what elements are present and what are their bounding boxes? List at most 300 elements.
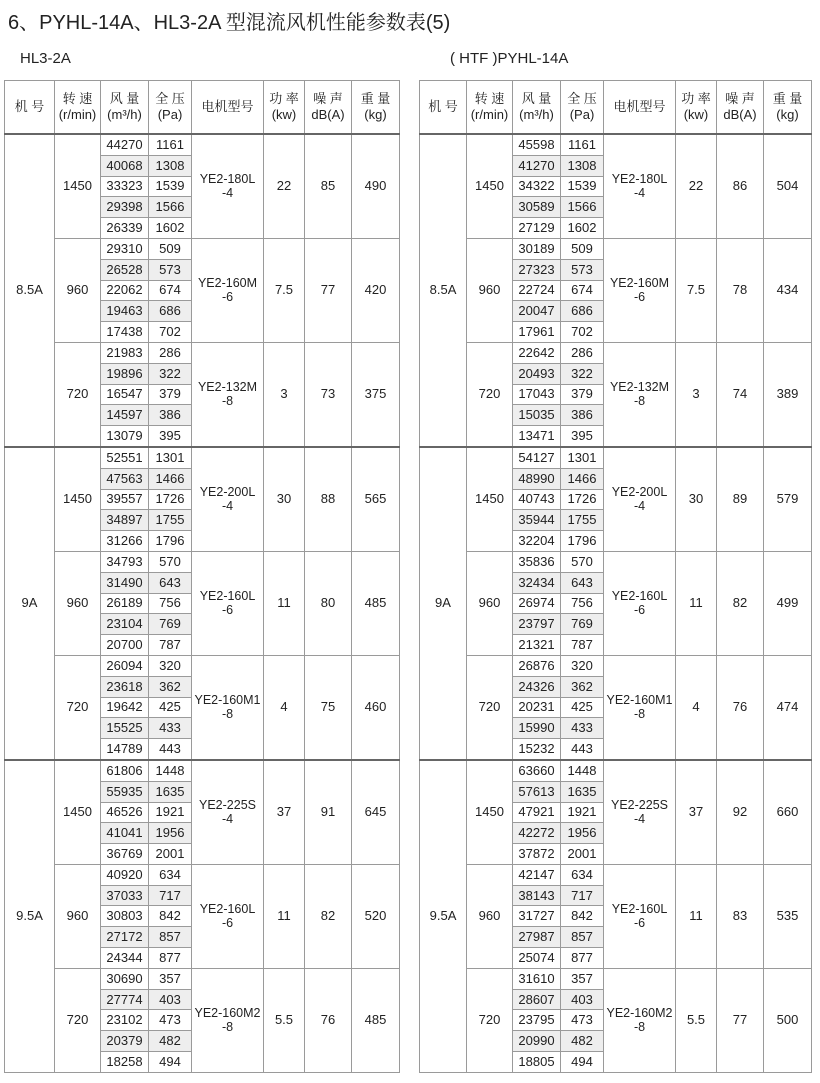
motor-line: YE2-132M: [197, 380, 258, 395]
flow-cell: 21983: [101, 342, 149, 363]
table-header-row: [420, 81, 812, 135]
speed-cell: 720: [467, 342, 513, 446]
header-model: 机 号: [5, 81, 55, 135]
motor-line: YE2-160M2: [606, 1006, 673, 1021]
table-row: [420, 968, 812, 989]
flow-cell: 13079: [101, 426, 149, 447]
flow-cell: 16547: [101, 384, 149, 405]
pressure-cell: 2001: [561, 844, 604, 865]
flow-cell: 24344: [101, 948, 149, 969]
flow-cell: 26094: [101, 655, 149, 676]
weight-cell: 474: [764, 655, 812, 759]
motor-line: -8: [633, 707, 646, 722]
noise-cell: 86: [717, 134, 764, 238]
flow-cell: 30589: [513, 197, 561, 218]
pressure-cell: 1602: [149, 218, 192, 239]
speed-cell: 960: [55, 864, 101, 968]
motor-cell: [604, 238, 676, 342]
motor-cell: [192, 760, 264, 864]
flow-cell: 23797: [513, 614, 561, 635]
flow-cell: 18805: [513, 1052, 561, 1073]
noise-cell: 73: [305, 342, 352, 446]
motor-cell: [604, 655, 676, 759]
noise-cell: 92: [717, 760, 764, 864]
pressure-cell: 357: [149, 968, 192, 989]
noise-cell: 76: [717, 655, 764, 759]
model-cell: 8.5A: [5, 134, 55, 447]
pressure-cell: 425: [149, 697, 192, 718]
flow-cell: 61806: [101, 760, 149, 781]
pressure-cell: 1161: [561, 134, 604, 155]
power-cell: 30: [264, 447, 305, 551]
motor-line: -6: [633, 916, 646, 931]
motor-line: YE2-160M1: [606, 693, 673, 708]
flow-cell: 41270: [513, 155, 561, 176]
header-weight: 重 量 (kg): [764, 81, 812, 135]
table-row: [420, 864, 812, 885]
weight-cell: 434: [764, 238, 812, 342]
motor-cell: [604, 864, 676, 968]
flow-cell: 34897: [101, 510, 149, 531]
motor-line: -4: [221, 499, 234, 514]
speed-cell: 960: [467, 551, 513, 655]
noise-cell: 83: [717, 864, 764, 968]
flow-cell: 47563: [101, 468, 149, 489]
flow-cell: 25074: [513, 948, 561, 969]
flow-cell: 15990: [513, 718, 561, 739]
table-row: [5, 342, 400, 363]
speed-cell: 720: [467, 655, 513, 759]
flow-cell: 28607: [513, 989, 561, 1010]
power-cell: 4: [264, 655, 305, 759]
pressure-cell: 686: [149, 301, 192, 322]
pressure-cell: 643: [561, 572, 604, 593]
power-cell: 7.5: [676, 238, 717, 342]
model-cell: 8.5A: [420, 134, 467, 447]
weight-cell: 499: [764, 551, 812, 655]
flow-cell: 13471: [513, 426, 561, 447]
flow-cell: 37033: [101, 885, 149, 906]
motor-line: YE2-225S: [611, 798, 668, 813]
motor-line: YE2-160L: [611, 902, 668, 917]
flow-cell: 45598: [513, 134, 561, 155]
flow-cell: 22724: [513, 280, 561, 301]
noise-cell: 82: [717, 551, 764, 655]
flow-cell: 29310: [101, 238, 149, 259]
motor-cell: [192, 447, 264, 551]
speed-cell: 1450: [55, 447, 101, 551]
speed-cell: 720: [55, 968, 101, 1072]
noise-cell: 80: [305, 551, 352, 655]
flow-cell: 23795: [513, 1010, 561, 1031]
pressure-cell: 362: [149, 676, 192, 697]
header-pressure: 全 压 (Pa): [561, 81, 604, 135]
flow-cell: 15035: [513, 405, 561, 426]
pressure-cell: 1539: [149, 176, 192, 197]
noise-cell: 74: [717, 342, 764, 446]
table-row: [420, 238, 812, 259]
weight-cell: 645: [352, 760, 400, 864]
table-row: [420, 551, 812, 572]
speed-cell: 1450: [467, 447, 513, 551]
pressure-cell: 1635: [561, 781, 604, 802]
pressure-cell: 787: [149, 635, 192, 656]
power-cell: 3: [264, 342, 305, 446]
header-flow: 风 量 (m³/h): [101, 81, 149, 135]
pressure-cell: 570: [561, 551, 604, 572]
pressure-cell: 1466: [561, 468, 604, 489]
pressure-cell: 756: [561, 593, 604, 614]
left-table-body: [5, 134, 400, 1072]
flow-cell: 55935: [101, 781, 149, 802]
table-row: [5, 760, 400, 781]
header-power: 功 率 (kw): [676, 81, 717, 135]
motor-cell: [604, 134, 676, 238]
pressure-cell: 674: [561, 280, 604, 301]
pressure-cell: 1755: [561, 510, 604, 531]
motor-line: YE2-200L: [611, 485, 668, 500]
flow-cell: 46526: [101, 802, 149, 823]
speed-cell: 1450: [467, 760, 513, 864]
flow-cell: 22642: [513, 342, 561, 363]
flow-cell: 44270: [101, 134, 149, 155]
pressure-cell: 1161: [149, 134, 192, 155]
weight-cell: 490: [352, 134, 400, 238]
table-row: [420, 342, 812, 363]
motor-line: -6: [221, 290, 234, 305]
weight-cell: 579: [764, 447, 812, 551]
flow-cell: 32204: [513, 531, 561, 552]
flow-cell: 27172: [101, 927, 149, 948]
table-row: [5, 864, 400, 885]
pressure-cell: 1726: [149, 489, 192, 510]
flow-cell: 31490: [101, 572, 149, 593]
table-row: [5, 655, 400, 676]
flow-cell: 19463: [101, 301, 149, 322]
speed-cell: 720: [467, 968, 513, 1072]
flow-cell: 20700: [101, 635, 149, 656]
table-row: [5, 238, 400, 259]
weight-cell: 660: [764, 760, 812, 864]
pressure-cell: 509: [561, 238, 604, 259]
power-cell: 22: [676, 134, 717, 238]
motor-cell: [192, 551, 264, 655]
pressure-cell: 1755: [149, 510, 192, 531]
pressure-cell: 769: [149, 614, 192, 635]
flow-cell: 38143: [513, 885, 561, 906]
flow-cell: 23104: [101, 614, 149, 635]
power-cell: 11: [676, 551, 717, 655]
speed-cell: 960: [467, 238, 513, 342]
flow-cell: 20231: [513, 697, 561, 718]
pressure-cell: 717: [149, 885, 192, 906]
motor-cell: [192, 864, 264, 968]
noise-cell: 91: [305, 760, 352, 864]
pressure-cell: 717: [561, 885, 604, 906]
table-header-row: [5, 81, 400, 135]
speed-cell: 960: [55, 238, 101, 342]
weight-cell: 565: [352, 447, 400, 551]
header-motor: 电机型号: [192, 81, 264, 135]
header-speed: 转 速 (r/min): [55, 81, 101, 135]
pressure-cell: 877: [149, 948, 192, 969]
table-row: [5, 968, 400, 989]
noise-cell: 77: [305, 238, 352, 342]
weight-cell: 485: [352, 551, 400, 655]
header-noise: 噪 声 dB(A): [717, 81, 764, 135]
flow-cell: 26528: [101, 259, 149, 280]
flow-cell: 15525: [101, 718, 149, 739]
pressure-cell: 1726: [561, 489, 604, 510]
motor-line: YE2-200L: [199, 485, 256, 500]
pressure-cell: 702: [149, 322, 192, 343]
pressure-cell: 570: [149, 551, 192, 572]
flow-cell: 20493: [513, 363, 561, 384]
noise-cell: 76: [305, 968, 352, 1072]
power-cell: 4: [676, 655, 717, 759]
power-cell: 3: [676, 342, 717, 446]
pressure-cell: 634: [561, 864, 604, 885]
table-row: [5, 551, 400, 572]
motor-line: YE2-180L: [611, 172, 668, 187]
motor-line: -4: [633, 812, 646, 827]
flow-cell: 15232: [513, 739, 561, 760]
power-cell: 11: [676, 864, 717, 968]
flow-cell: 21321: [513, 635, 561, 656]
noise-cell: 75: [305, 655, 352, 759]
motor-line: YE2-132M: [609, 380, 670, 395]
motor-line: YE2-160M1: [194, 693, 261, 708]
power-cell: 11: [264, 551, 305, 655]
pressure-cell: 756: [149, 593, 192, 614]
flow-cell: 47921: [513, 802, 561, 823]
power-cell: 11: [264, 864, 305, 968]
model-cell: 9.5A: [420, 760, 467, 1072]
pressure-cell: 1308: [149, 155, 192, 176]
motor-line: YE2-180L: [199, 172, 256, 187]
pressure-cell: 1796: [561, 531, 604, 552]
motor-cell: [192, 968, 264, 1072]
flow-cell: 39557: [101, 489, 149, 510]
weight-cell: 389: [764, 342, 812, 446]
header-weight: 重 量 (kg): [352, 81, 400, 135]
pressure-cell: 494: [149, 1052, 192, 1073]
flow-cell: 27129: [513, 218, 561, 239]
pressure-cell: 362: [561, 676, 604, 697]
pressure-cell: 379: [149, 384, 192, 405]
pressure-cell: 1635: [149, 781, 192, 802]
motor-cell: [192, 655, 264, 759]
header-motor: 电机型号: [604, 81, 676, 135]
flow-cell: 40743: [513, 489, 561, 510]
right-table-body: [420, 134, 812, 1072]
speed-cell: 960: [467, 864, 513, 968]
pressure-cell: 686: [561, 301, 604, 322]
flow-cell: 41041: [101, 823, 149, 844]
pressure-cell: 1956: [561, 823, 604, 844]
pressure-cell: 403: [149, 989, 192, 1010]
pressure-cell: 320: [561, 655, 604, 676]
weight-cell: 485: [352, 968, 400, 1072]
table-row: [420, 134, 812, 155]
flow-cell: 34793: [101, 551, 149, 572]
power-cell: 37: [264, 760, 305, 864]
motor-line: YE2-160M2: [194, 1006, 261, 1021]
pressure-cell: 322: [561, 363, 604, 384]
motor-line: -4: [221, 812, 234, 827]
motor-line: -8: [221, 707, 234, 722]
noise-cell: 78: [717, 238, 764, 342]
weight-cell: 500: [764, 968, 812, 1072]
flow-cell: 26189: [101, 593, 149, 614]
motor-cell: [192, 134, 264, 238]
motor-line: -4: [221, 186, 234, 201]
flow-cell: 40920: [101, 864, 149, 885]
motor-line: YE2-225S: [199, 798, 256, 813]
pressure-cell: 1301: [149, 447, 192, 468]
pressure-cell: 1566: [561, 197, 604, 218]
flow-cell: 26974: [513, 593, 561, 614]
flow-cell: 35836: [513, 551, 561, 572]
pressure-cell: 386: [561, 405, 604, 426]
flow-cell: 18258: [101, 1052, 149, 1073]
header-flow: 风 量 (m³/h): [513, 81, 561, 135]
flow-cell: 17438: [101, 322, 149, 343]
flow-cell: 26876: [513, 655, 561, 676]
weight-cell: 504: [764, 134, 812, 238]
pressure-cell: 473: [561, 1010, 604, 1031]
speed-cell: 1450: [467, 134, 513, 238]
pressure-cell: 425: [561, 697, 604, 718]
speed-cell: 720: [55, 342, 101, 446]
flow-cell: 30803: [101, 906, 149, 927]
weight-cell: 420: [352, 238, 400, 342]
pressure-cell: 322: [149, 363, 192, 384]
pressure-cell: 1921: [561, 802, 604, 823]
noise-cell: 88: [305, 447, 352, 551]
motor-line: YE2-160M: [197, 276, 258, 291]
power-cell: 22: [264, 134, 305, 238]
right-table-label: ( HTF )PYHL-14A: [450, 50, 569, 67]
flow-cell: 17961: [513, 322, 561, 343]
power-cell: 5.5: [676, 968, 717, 1072]
flow-cell: 23618: [101, 676, 149, 697]
power-cell: 7.5: [264, 238, 305, 342]
flow-cell: 42147: [513, 864, 561, 885]
motor-line: YE2-160L: [199, 902, 256, 917]
flow-cell: 57613: [513, 781, 561, 802]
motor-cell: [192, 342, 264, 446]
pressure-cell: 403: [561, 989, 604, 1010]
flow-cell: 30690: [101, 968, 149, 989]
header-power: 功 率 (kw): [264, 81, 305, 135]
model-cell: 9.5A: [5, 760, 55, 1072]
pressure-cell: 395: [561, 426, 604, 447]
pressure-cell: 787: [561, 635, 604, 656]
flow-cell: 31610: [513, 968, 561, 989]
motor-cell: [604, 968, 676, 1072]
pressure-cell: 842: [561, 906, 604, 927]
pressure-cell: 857: [149, 927, 192, 948]
flow-cell: 26339: [101, 218, 149, 239]
pressure-cell: 357: [561, 968, 604, 989]
motor-line: -4: [633, 186, 646, 201]
flow-cell: 22062: [101, 280, 149, 301]
pressure-cell: 386: [149, 405, 192, 426]
flow-cell: 37872: [513, 844, 561, 865]
pressure-cell: 320: [149, 655, 192, 676]
pressure-cell: 643: [149, 572, 192, 593]
pressure-cell: 877: [561, 948, 604, 969]
flow-cell: 35944: [513, 510, 561, 531]
flow-cell: 32434: [513, 572, 561, 593]
noise-cell: 77: [717, 968, 764, 1072]
pressure-cell: 395: [149, 426, 192, 447]
flow-cell: 52551: [101, 447, 149, 468]
weight-cell: 460: [352, 655, 400, 759]
pressure-cell: 857: [561, 927, 604, 948]
flow-cell: 14789: [101, 739, 149, 760]
motor-line: -4: [633, 499, 646, 514]
noise-cell: 82: [305, 864, 352, 968]
pressure-cell: 1602: [561, 218, 604, 239]
pressure-cell: 2001: [149, 844, 192, 865]
pressure-cell: 443: [561, 739, 604, 760]
pressure-cell: 769: [561, 614, 604, 635]
motor-line: -6: [221, 916, 234, 931]
flow-cell: 34322: [513, 176, 561, 197]
table-row: [420, 447, 812, 468]
flow-cell: 54127: [513, 447, 561, 468]
pressure-cell: 482: [149, 1031, 192, 1052]
motor-cell: [192, 238, 264, 342]
pressure-cell: 473: [149, 1010, 192, 1031]
pressure-cell: 573: [149, 259, 192, 280]
motor-cell: [604, 551, 676, 655]
pressure-cell: 509: [149, 238, 192, 259]
motor-line: -6: [633, 603, 646, 618]
flow-cell: 31727: [513, 906, 561, 927]
pressure-cell: 1448: [149, 760, 192, 781]
motor-line: -8: [221, 1020, 234, 1035]
pressure-cell: 1448: [561, 760, 604, 781]
flow-cell: 20990: [513, 1031, 561, 1052]
right-performance-table: [419, 80, 812, 1073]
power-cell: 5.5: [264, 968, 305, 1072]
header-pressure: 全 压 (Pa): [149, 81, 192, 135]
flow-cell: 20379: [101, 1031, 149, 1052]
page-title: 6、PYHL-14A、HL3-2A 型混流风机性能参数表(5): [8, 12, 451, 34]
flow-cell: 14597: [101, 405, 149, 426]
pressure-cell: 573: [561, 259, 604, 280]
left-performance-table: [4, 80, 400, 1073]
left-table-label: HL3-2A: [20, 50, 71, 67]
flow-cell: 33323: [101, 176, 149, 197]
power-cell: 30: [676, 447, 717, 551]
flow-cell: 42272: [513, 823, 561, 844]
table-row: [5, 447, 400, 468]
motor-cell: [604, 760, 676, 864]
pressure-cell: 1466: [149, 468, 192, 489]
motor-line: -8: [633, 394, 646, 409]
pressure-cell: 494: [561, 1052, 604, 1073]
noise-cell: 85: [305, 134, 352, 238]
pressure-cell: 443: [149, 739, 192, 760]
pressure-cell: 1956: [149, 823, 192, 844]
flow-cell: 40068: [101, 155, 149, 176]
table-row: [420, 655, 812, 676]
motor-cell: [604, 342, 676, 446]
